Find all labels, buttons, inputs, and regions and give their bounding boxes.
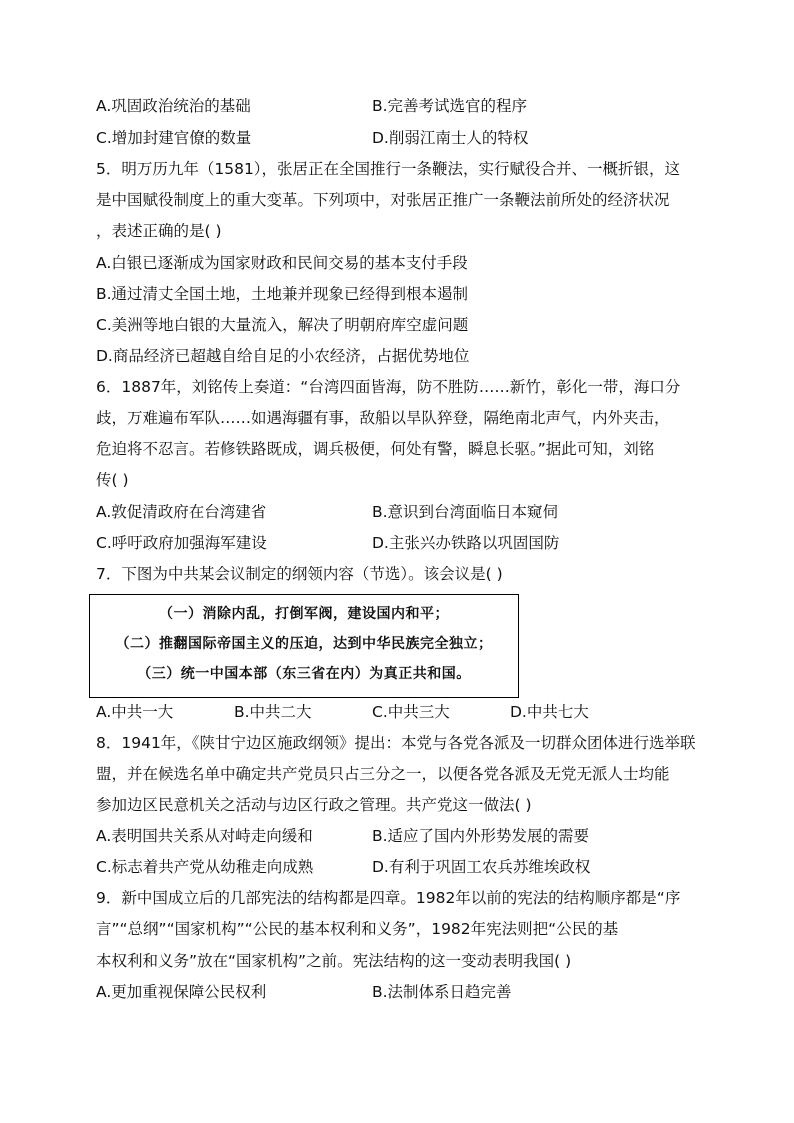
program-line: （一）消除内乱，打倒军阀，建设国内和平； — [159, 606, 449, 622]
q5-stem-line: 是中国赋役制度上的重大变革。下列项中，对张居正推广一条鞭法前所处的经济状况 — [96, 191, 670, 209]
q4-option-c: C.增加封建官僚的数量 — [96, 129, 252, 147]
q8-option-d: D.有利于巩固工农兵苏维埃政权 — [372, 858, 591, 876]
q8-stem-line: 8．1941年，《陕甘宁边区施政纲领》提出：本党与各党各派及一切群众团体进行选举联 — [96, 734, 696, 752]
q8-stem-line: 盟，并在候选名单中确定共产党员只占三分之一，以便各党各派及无党无派人士均能 — [96, 765, 670, 783]
q4-option-d: D.削弱江南士人的特权 — [372, 129, 529, 147]
q8-stem-line: 参加边区民意机关之活动与边区行政之管理。共产党这一做法( ) — [96, 796, 532, 814]
q6-option-a: A.敦促清政府在台湾建省 — [96, 503, 267, 521]
q7-option-d: D.中共七大 — [510, 703, 589, 721]
q7-stem: 7．下图为中共某会议制定的纲领内容（节选）。该会议是( ) — [96, 565, 503, 583]
q5-stem-line: ，表述正确的是( ) — [96, 222, 222, 240]
program-line: （三）统一中国本部（东三省在内）为真正共和国。 — [137, 666, 471, 682]
q7-option-c: C.中共三大 — [372, 703, 450, 721]
program-line: （二）推翻国际帝国主义的压迫，达到中华民族完全独立； — [115, 636, 493, 652]
q5-option-a: A.白银已逐渐成为国家财政和民间交易的基本支付手段 — [96, 254, 468, 272]
q7-option-a: A.中共一大 — [96, 703, 174, 721]
q6-stem-line: 歧，万难遍布军队……如遇海疆有事，敌船以旱队猝登，隔绝南北声气，内外夹击， — [96, 409, 670, 427]
q5-option-d: D.商品经济已超越自给自足的小农经济，占据优势地位 — [96, 347, 470, 365]
q9-option-b: B.法制体系日趋完善 — [372, 983, 512, 1001]
q5-option-b: B.通过清丈全国土地，土地兼并现象已经得到根本遏制 — [96, 285, 469, 303]
program-excerpt-box — [89, 594, 519, 698]
q6-option-b: B.意识到台湾面临日本窥伺 — [372, 503, 559, 521]
q6-option-d: D.主张兴办铁路以巩固国防 — [372, 534, 560, 552]
q5-stem-line: 5．明万历九年（1581），张居正在全国推行一条鞭法，实行赋役合并、一概折银，这 — [96, 160, 681, 178]
q8-option-c: C.标志着共产党从幼稚走向成熟 — [96, 858, 314, 876]
q8-option-b: B.适应了国内外形势发展的需要 — [372, 827, 590, 845]
q4-option-b: B.完善考试选官的程序 — [372, 97, 528, 115]
q6-stem-line: 传( ) — [96, 471, 129, 489]
q5-option-c: C.美洲等地白银的大量流入，解决了明朝府库空虚问题 — [96, 316, 469, 334]
q8-option-a: A.表明国共关系从对峙走向缓和 — [96, 827, 313, 845]
q9-stem-line: 本权利和义务”放在“国家机构”之前。宪法结构的这一变动表明我国( ) — [96, 952, 572, 970]
q6-stem-line: 危迫将不忍言。若修铁路既成，调兵极便，何处有警，瞬息长驱。”据此可知，刘铭 — [96, 440, 655, 458]
q6-stem-line: 6．1887年，刘铭传上奏道：“台湾四面皆海，防不胜防……新竹，彰化一带，海口分 — [96, 378, 681, 396]
q9-option-a: A.更加重视保障公民权利 — [96, 983, 267, 1001]
q4-option-a: A.巩固政治统治的基础 — [96, 97, 251, 115]
q9-stem-line: 言”“总纲”“国家机构”“公民的基本权利和义务”，1982年宪法则把“公民的基 — [96, 920, 619, 938]
q9-stem-line: 9．新中国成立后的几部宪法的结构都是四章。1982年以前的宪法的结构顺序都是“序 — [96, 889, 681, 907]
q7-option-b: B.中共二大 — [234, 703, 312, 721]
q6-option-c: C.呼吁政府加强海军建设 — [96, 534, 267, 552]
